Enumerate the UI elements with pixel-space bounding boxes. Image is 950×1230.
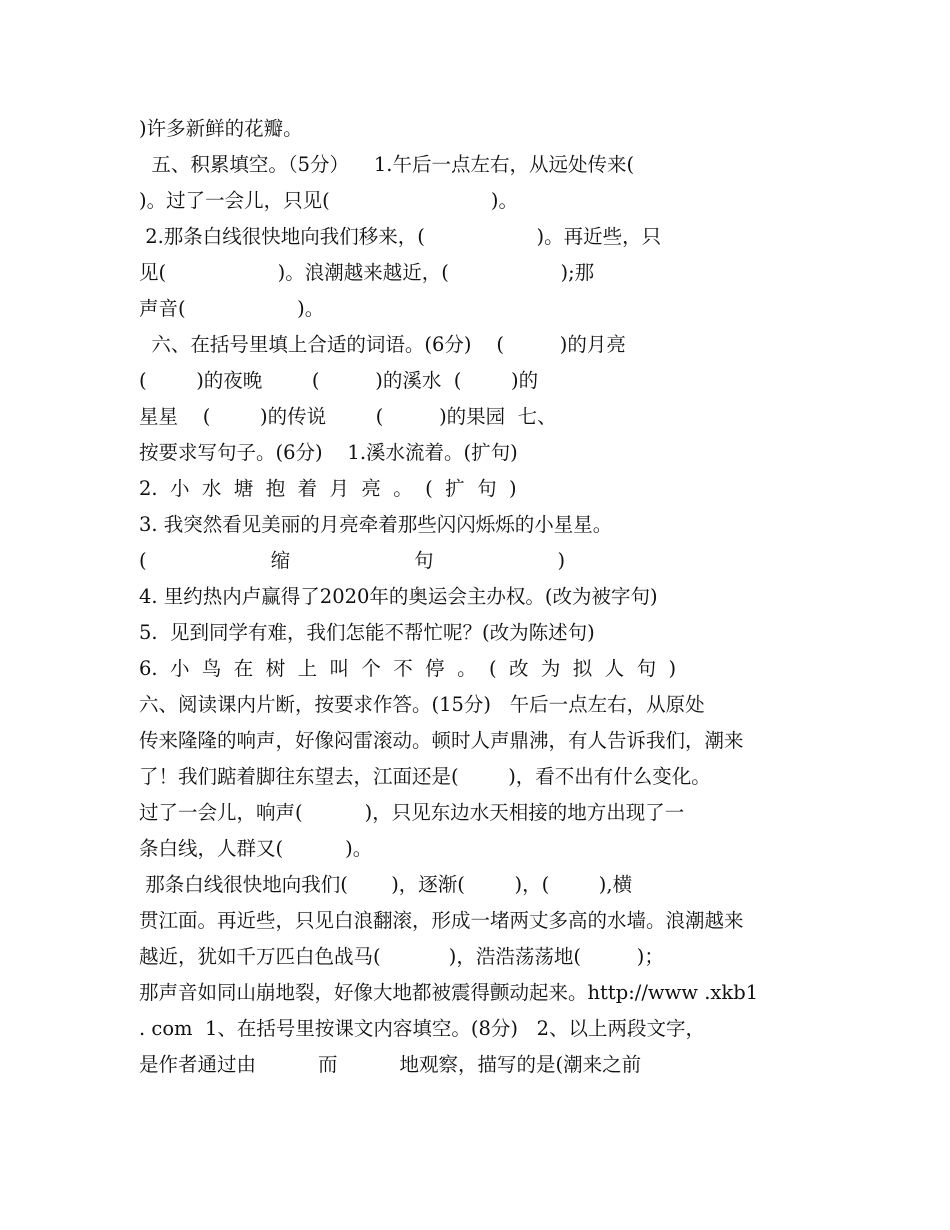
text-line: ( 缩 句 ) xyxy=(139,549,566,572)
text-line: 6. 小 鸟 在 树 上 叫 个 不 停 。 ( 改 为 拟 人 句 ) xyxy=(139,657,677,680)
text-line: 过了一会儿，响声( )，只见东边水天相接的地方出现了一 xyxy=(139,801,685,824)
text-line: )许多新鲜的花瓣。 xyxy=(139,117,303,140)
text-line: 2.那条白线很快地向我们移来，( )。再近些，只 xyxy=(139,225,662,248)
text-line: 2. 小 水 塘 抱 着 月 亮 。 ( 扩 句 ) xyxy=(139,477,517,500)
text-line: 4. 里约热内卢赢得了2020年的奥运会主办权。(改为被字句) xyxy=(139,585,658,608)
text-line: 越近，犹如千万匹白色战马( )，浩浩荡荡地( )； xyxy=(139,945,664,968)
text-line: . com 1、在括号里按课文内容填空。(8分) 2、以上两段文字， xyxy=(139,1017,705,1040)
text-line: 是作者通过由 而 地观察，描写的是(潮来之前 xyxy=(139,1053,642,1076)
text-line: 声音( )。 xyxy=(139,297,325,320)
text-line: 六、在括号里填上合适的词语。(6分) ( )的月亮 xyxy=(139,333,626,356)
text-line: 那条白线很快地向我们( )，逐渐( )，( ),横 xyxy=(139,873,633,896)
text-line: 星星 ( )的传说 ( )的果园 七、 xyxy=(139,405,557,428)
text-line: 3. 我突然看见美丽的月亮牵着那些闪闪烁烁的小星星。 xyxy=(139,513,613,536)
text-line: ( )的夜晚 ( )的溪水 ( )的 xyxy=(139,369,539,392)
text-line: 六、阅读课内片断，按要求作答。(15分) 午后一点左右，从原处 xyxy=(139,693,705,716)
text-line: 那声音如同山崩地裂，好像大地都被震得颤动起来。http://www .xkb1 xyxy=(139,981,759,1004)
text-line: 五、积累填空。（5分） 1.午后一点左右，从远处传来( xyxy=(139,153,635,176)
text-line: 了！我们踮着脚往东望去，江面还是( )，看不出有什么变化。 xyxy=(139,765,711,788)
text-line: 贯江面。再近些，只见白浪翻滚，形成一堵两丈多高的水墙。浪潮越来 xyxy=(139,909,744,932)
text-line: 见( )。浪潮越来越近，( );那 xyxy=(139,261,595,284)
text-line: 条白线，人群又( )。 xyxy=(139,837,373,860)
text-line: 5. 见到同学有难，我们怎能不帮忙呢？(改为陈述句) xyxy=(139,621,595,644)
text-line: )。过了一会儿，只见( )。 xyxy=(139,189,518,212)
text-line: 传来隆隆的响声，好像闷雷滚动。顿时人声鼎沸，有人告诉我们，潮来 xyxy=(139,729,744,752)
text-line: 按要求写句子。(6分) 1.溪水流着。(扩句) xyxy=(139,441,518,464)
